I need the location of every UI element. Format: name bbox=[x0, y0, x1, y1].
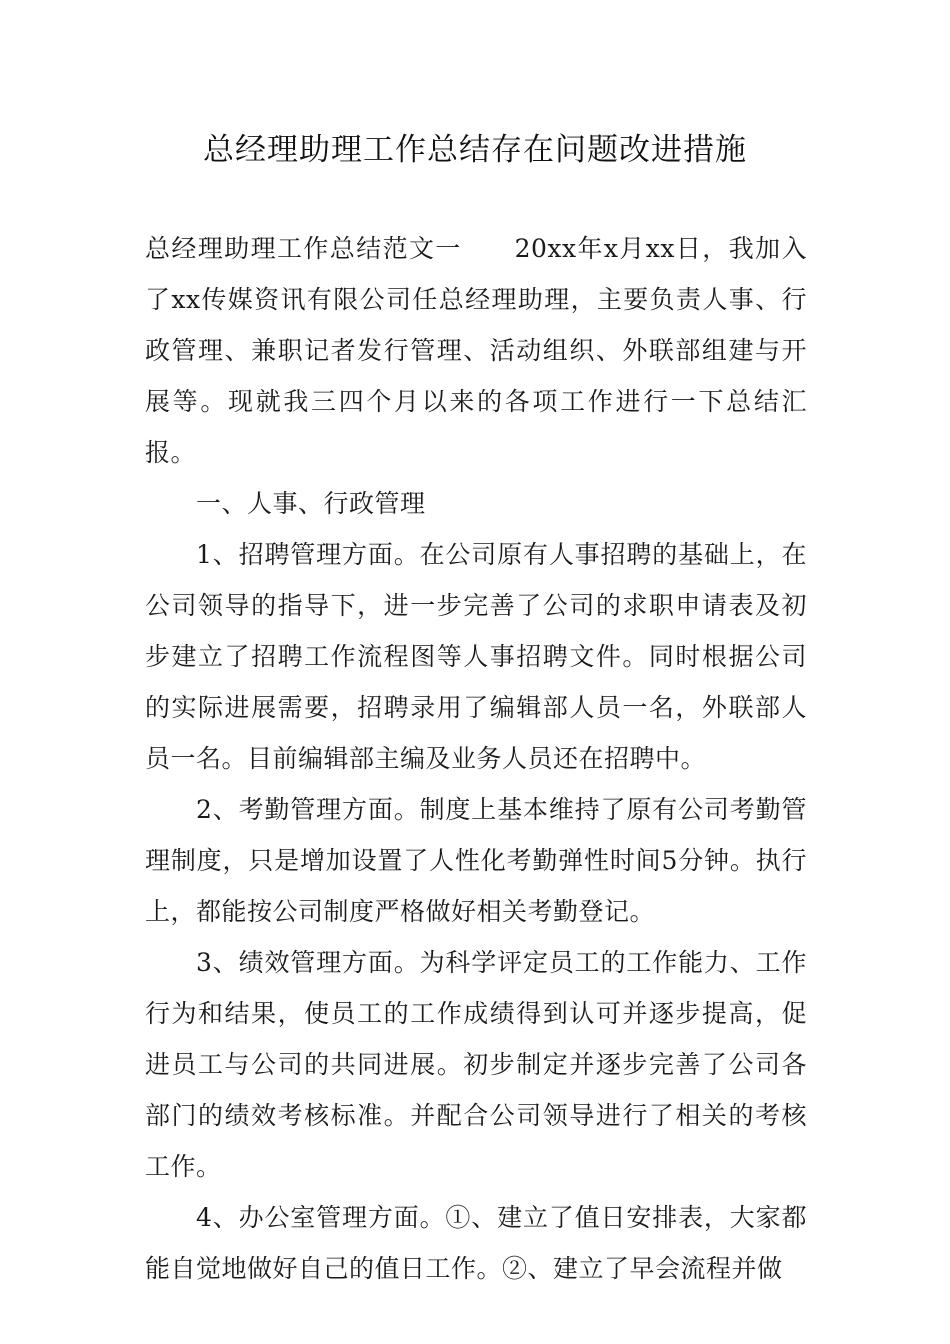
paragraph-performance: 3、绩效管理方面。为科学评定员工的工作能力、工作行为和结果，使员工的工作成绩得到认可并逐步提高，促进员工与公司的共同进展。初步制定并逐步完善了公司各部门的绩效考核标准。并配合公司领导进行了相关的考核工作。 bbox=[145, 948, 807, 1181]
paragraph-office: 4、办公室管理方面。①、建立了值日安排表，大家都能自觉地做好自己的值日工作。②、建立了早会流程并做 bbox=[145, 1203, 807, 1283]
paragraph-intro: 总经理助理工作总结范文一 20xx年x月xx日，我加入了xx传媒资讯有限公司任总经理助理，主要负责人事、行政管理、兼职记者发行管理、活动组织、外联部组建与开展等。现就我三四个月以来的各项工作进行一下总结汇报。 bbox=[145, 234, 807, 467]
paragraph-attendance: 2、考勤管理方面。制度上基本维持了原有公司考勤管理制度，只是增加设置了人性化考勤弹性时间5分钟。执行上，都能按公司制度严格做好相关考勤登记。 bbox=[145, 795, 807, 926]
paragraph-recruitment: 1、招聘管理方面。在公司原有人事招聘的基础上，在公司领导的指导下，进一步完善了公司的求职申请表及初步建立了招聘工作流程图等人事招聘文件。同时根据公司的实际进展需要，招聘录用了编辑部人员一名，外联部人员一名。目前编辑部主编及业务人员还在招聘中。 bbox=[145, 540, 807, 773]
paragraph-section-heading: 一、人事、行政管理 bbox=[196, 489, 426, 518]
document-body bbox=[145, 223, 807, 1294]
document-title: 总经理助理工作总结存在问题改进措施 bbox=[203, 132, 747, 168]
